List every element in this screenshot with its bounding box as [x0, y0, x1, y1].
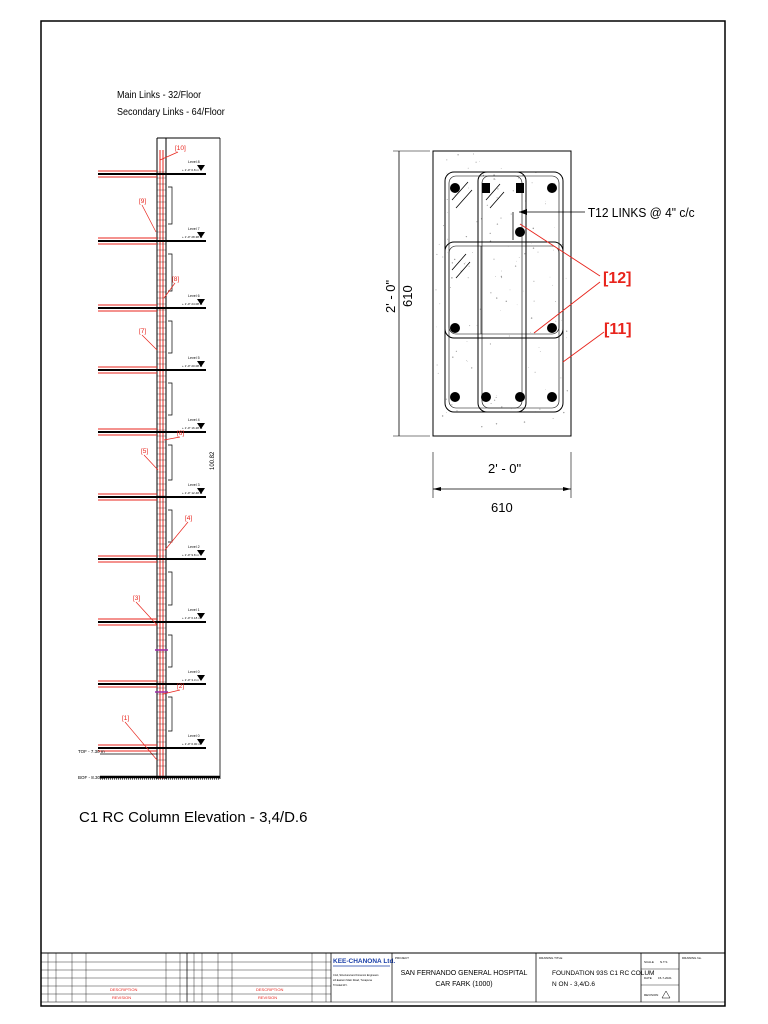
concrete-speckle [510, 290, 511, 291]
secondary-links-note: Secondary Links - 64/Floor [116, 106, 225, 119]
rebar [450, 392, 460, 402]
concrete-speckle [545, 201, 546, 202]
floor-level [98, 294, 206, 353]
concrete-speckle [516, 261, 517, 262]
link-zone-bracket [168, 321, 172, 353]
concrete-speckle [450, 287, 451, 288]
concrete-speckle [524, 253, 525, 254]
concrete-speckle [553, 418, 554, 419]
concrete-speckle [511, 409, 512, 410]
link-zone-bracket [168, 383, 172, 415]
concrete-speckle [467, 361, 468, 362]
concrete-speckle [539, 347, 540, 348]
concrete-speckle [439, 244, 440, 245]
concrete-speckle [451, 404, 452, 405]
link-zone-bracket [168, 697, 172, 731]
concrete-speckle [466, 360, 467, 361]
concrete-speckle [495, 276, 496, 277]
concrete-speckle [480, 309, 481, 310]
bar-mark: [7] [139, 328, 147, 335]
concrete-speckle [566, 278, 567, 279]
link-zone-bracket [168, 187, 172, 224]
concrete-speckle [506, 301, 507, 302]
concrete-speckle [497, 223, 498, 224]
company-line-3: Trinidad W.I. [333, 984, 348, 987]
concrete-speckle [550, 277, 551, 278]
concrete-speckle [496, 423, 497, 424]
concrete-speckle [479, 161, 480, 162]
concrete-speckle [442, 257, 443, 258]
concrete-speckle [500, 310, 501, 311]
company-line-2: 2A Eastern Main Road, Tunapuna [333, 979, 372, 982]
concrete-speckle [471, 367, 472, 368]
drawing-title-1: FOUNDATION 93S C1 RC COLUM [552, 970, 655, 977]
concrete-speckle [436, 254, 437, 255]
title-block [41, 953, 725, 1002]
floor-level [98, 545, 206, 605]
concrete-speckle [456, 351, 457, 352]
concrete-speckle [468, 277, 469, 278]
concrete-speckle [437, 365, 438, 366]
level-elev: + 1'-0" 28.38 m [182, 235, 203, 239]
concrete-speckle [490, 343, 491, 344]
concrete-speckle [518, 178, 519, 179]
floor-level [98, 483, 206, 542]
project-name-2: CAR FARK (1000) [435, 981, 493, 988]
bar-mark-leader [142, 335, 157, 350]
floor-level [98, 227, 206, 291]
concrete-speckle [469, 325, 470, 326]
concrete-speckle [567, 390, 568, 391]
horiz-dim-arrow-left [433, 487, 441, 491]
concrete-speckle [497, 395, 498, 396]
concrete-speckle [454, 200, 455, 201]
concrete-speckle [472, 252, 473, 253]
vert-dim-metric: 610 [400, 285, 415, 307]
concrete-speckle [467, 341, 468, 342]
column-section [383, 151, 695, 515]
concrete-speckle [443, 225, 444, 226]
rebar [515, 227, 525, 237]
concrete-speckle [535, 372, 536, 373]
sheet-border [41, 21, 725, 1006]
vert-dim-imperial: 2' - 0" [383, 279, 398, 313]
concrete-speckle [490, 233, 491, 234]
drawing-title-block [536, 953, 641, 1002]
concrete-speckle [468, 168, 469, 169]
link-zone-bracket [168, 445, 172, 480]
concrete-speckle [532, 182, 533, 183]
level-elev: + 1'-0" 24.08 m [182, 302, 203, 306]
concrete-speckle [513, 190, 514, 191]
concrete-speckle [531, 243, 532, 244]
concrete-speckle [524, 421, 525, 422]
main-links-note: Main Links - 32/Floor [116, 89, 202, 102]
revision-label: REVISION [644, 993, 659, 997]
concrete-speckle [561, 320, 562, 321]
rev-desc-left: DESCRIPTION [110, 987, 138, 992]
concrete-speckle [487, 205, 488, 206]
concrete-speckle [497, 197, 498, 198]
concrete-speckle [555, 321, 556, 322]
level-name: Level 0 [188, 670, 200, 674]
date-value: 15-7-2021 [658, 976, 672, 980]
level-elev: + 1'-0" 0.00 m [182, 742, 201, 746]
concrete-speckle [446, 412, 447, 413]
concrete-speckle [457, 154, 458, 155]
concrete-speckle [456, 410, 457, 411]
floor-level [98, 418, 206, 480]
level-name: Level 7 [188, 227, 200, 231]
bar-mark-leader [144, 455, 158, 470]
bof-label: BOF - 8.30 m [78, 775, 106, 780]
level-name: Level 5 [188, 356, 200, 360]
floor-level [98, 356, 206, 415]
bar-mark: [6] [177, 430, 185, 437]
concrete-speckle [494, 400, 495, 401]
concrete-speckle [465, 263, 466, 264]
concrete-speckle [555, 301, 556, 302]
level-elev: + 1'-0" 6.18 m [182, 616, 201, 620]
concrete-speckle [481, 426, 482, 427]
bar-mark-leader [142, 205, 156, 232]
concrete-speckle [560, 377, 561, 378]
rebar [450, 323, 460, 333]
concrete-speckle [448, 252, 449, 253]
level-name: Level 1 [188, 608, 200, 612]
concrete-speckle [511, 214, 512, 215]
concrete-speckle [533, 228, 534, 229]
concrete-speckle [496, 397, 497, 398]
concrete-speckle [447, 239, 448, 240]
concrete-speckle [501, 406, 502, 407]
rev-desc-right: DESCRIPTION [256, 987, 284, 992]
concrete-speckle [501, 271, 502, 272]
concrete-speckle [476, 162, 477, 163]
total-height-dim: 100.82 [210, 451, 216, 470]
horiz-dim-imperial: 2' - 0" [488, 461, 522, 476]
level-elev: + 1'-0" 0.8 m [182, 168, 199, 172]
concrete-speckle [464, 263, 465, 264]
level-elev: + 1'-0" 12.48 m [182, 491, 203, 495]
concrete-speckle [501, 168, 502, 169]
drawing-no-label: DRAWING No. [682, 956, 702, 960]
bar-mark: [9] [139, 198, 147, 205]
rebar [547, 323, 557, 333]
project-name-1: SAN FERNANDO GENERAL HOSPITAL [400, 970, 528, 977]
concrete-speckle [466, 236, 467, 237]
concrete-speckle [566, 331, 567, 332]
floor-level [98, 160, 206, 224]
concrete-speckle [531, 317, 532, 318]
project-label: PROJECT [395, 956, 410, 960]
level-name: Level 3 [188, 483, 200, 487]
revision-triangle-icon [662, 991, 670, 998]
rebar [516, 183, 524, 193]
concrete-speckle [491, 403, 492, 404]
concrete-speckle [566, 337, 567, 338]
rev-revision-right: REVISION [258, 995, 278, 1000]
concrete-speckle [447, 199, 448, 200]
floor-level [98, 670, 206, 731]
concrete-speckle [517, 305, 518, 306]
concrete-speckle [452, 262, 453, 263]
concrete-speckle [451, 277, 452, 278]
rev-revision-left: REVISION [112, 995, 132, 1000]
concrete-speckle [469, 266, 470, 267]
bar-mark: [8] [172, 276, 180, 283]
elevation-title: C1 RC Column Elevation - 3,4/D.6 [79, 809, 308, 826]
concrete-speckle [439, 303, 440, 304]
bar-mark: [3] [133, 595, 141, 602]
concrete-speckle [539, 409, 540, 410]
floor-slabs [98, 160, 206, 751]
concrete-speckle [515, 265, 516, 266]
mark-12: [12] [603, 270, 632, 287]
bar-mark: [10] [175, 145, 186, 152]
concrete-speckle [442, 415, 443, 416]
bar-mark: [1] [122, 715, 130, 722]
rebar [515, 392, 525, 402]
level-name: Level 6 [188, 294, 200, 298]
concrete-speckle [436, 327, 437, 328]
concrete-speckle [493, 178, 495, 180]
concrete-speckle [501, 276, 502, 277]
level-name: Level 2 [188, 545, 200, 549]
mark-11: [11] [604, 321, 632, 338]
link-zone-bracket [168, 635, 172, 667]
company-line-1: Civil, Structural and Forensic Engineers [333, 974, 379, 977]
level-name: Level 0 [188, 734, 200, 738]
concrete-speckle [554, 183, 555, 184]
concrete-speckle [447, 173, 448, 174]
concrete-speckle [468, 188, 469, 189]
revision-table-lines [41, 953, 331, 1002]
drawing-title-label: DRAWING TITLE [539, 956, 563, 960]
concrete-speckle [501, 277, 502, 278]
concrete-speckle [534, 301, 535, 302]
concrete-speckle [528, 367, 529, 368]
drawing-no-block [679, 953, 725, 1002]
bar-mark-leader [165, 522, 188, 550]
link-zone-bracket [168, 254, 172, 291]
concrete-speckle [523, 291, 524, 292]
concrete-speckle [446, 159, 447, 160]
level-elev: + 1'-0" 16.28 m [182, 426, 203, 430]
tof-label: TOF - 7.30 m [78, 749, 105, 754]
concrete-speckle [436, 289, 437, 290]
concrete-speckle [553, 250, 554, 251]
concrete-speckle [540, 351, 541, 352]
concrete-speckle [530, 332, 531, 333]
horiz-dim-metric: 610 [491, 500, 513, 515]
date-label: DATE [644, 976, 652, 980]
bar-mark: [2] [177, 683, 185, 690]
concrete-speckle [545, 389, 546, 390]
level-name: Level 4 [188, 418, 200, 422]
link-zone-bracket [168, 572, 172, 605]
concrete-speckle [519, 257, 520, 258]
concrete-speckle [538, 252, 539, 253]
concrete-speckle [455, 195, 456, 196]
concrete-speckle [454, 259, 455, 260]
level-elev: + 1'-0" 20.08 m [182, 364, 203, 368]
rebar [482, 183, 490, 193]
concrete-speckle [473, 154, 474, 155]
concrete-speckle [446, 399, 447, 400]
scale-value: N.T.S [660, 960, 668, 964]
concrete-speckle [533, 281, 534, 282]
concrete-speckle [476, 221, 477, 222]
column-elevation [78, 89, 307, 826]
concrete-speckle [451, 245, 452, 246]
concrete-speckle [500, 218, 501, 219]
concrete-speckle [509, 336, 510, 337]
drawing-title-2: N ON - 3,4/D.6 [552, 981, 595, 988]
concrete-speckle [452, 357, 453, 358]
concrete-speckle [493, 174, 494, 175]
level-elev: + 1'-0" 3.3 m [182, 678, 199, 682]
project-block [392, 953, 536, 1002]
bar-mark: [5] [141, 448, 149, 455]
concrete-speckle [562, 244, 563, 245]
rebar [547, 392, 557, 402]
concrete-speckle [554, 228, 555, 229]
concrete-speckle [545, 203, 546, 204]
concrete-speckle [497, 188, 498, 189]
concrete-speckle [496, 297, 497, 298]
concrete-speckle [493, 259, 494, 260]
company-name: KEE-CHANONA Ltd. [333, 958, 396, 965]
t12-links-label: T12 LINKS @ 4" c/c [587, 205, 695, 221]
concrete-speckle [495, 179, 496, 180]
concrete-speckle [533, 247, 534, 248]
concrete-speckle [552, 285, 553, 286]
rebar [547, 183, 557, 193]
concrete-speckle [477, 325, 478, 326]
scale-label: SCALE [644, 960, 654, 964]
concrete-speckle [438, 373, 439, 374]
horiz-dim-arrow-right [563, 487, 571, 491]
concrete-speckle [563, 412, 564, 413]
rebar [481, 392, 491, 402]
bar-mark: [4] [185, 515, 193, 522]
rebar [450, 183, 460, 193]
concrete-speckle [490, 292, 491, 293]
level-elev: + 1'-0" 9.8 m [182, 553, 199, 557]
concrete-speckle [447, 212, 448, 213]
floor-level [98, 734, 206, 751]
floor-level [98, 608, 206, 667]
link-zone-bracket [168, 510, 172, 542]
level-name: Level 8 [188, 160, 200, 164]
